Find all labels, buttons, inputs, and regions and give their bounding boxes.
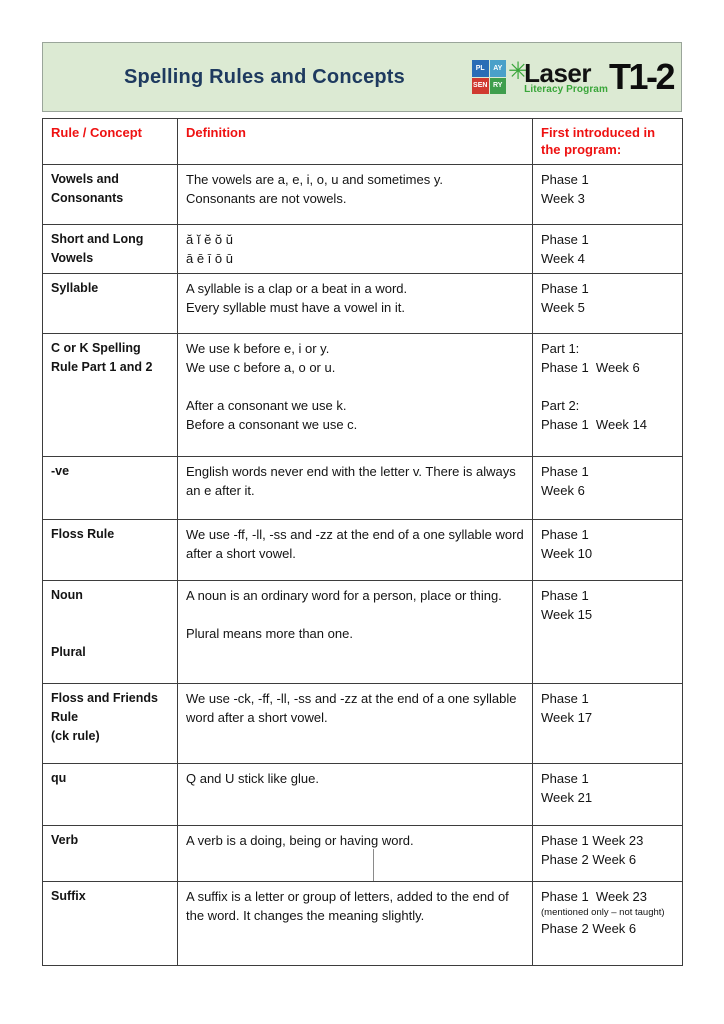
concept-cell xyxy=(43,826,178,882)
concept-cell-line: Plural xyxy=(51,645,86,659)
starburst-icon: ✳ xyxy=(508,58,529,85)
intro-cell-line: Phase 1 Week 14 xyxy=(541,417,647,432)
definition-cell-line: Every syllable must have a vowel in it. xyxy=(186,300,405,315)
concept-cell-line: -ve xyxy=(51,464,70,478)
definition-cell xyxy=(178,165,533,225)
concept-cell xyxy=(43,520,178,581)
concept-cell xyxy=(43,334,178,457)
concept-cell-line: Suffix xyxy=(51,889,86,903)
intro-cell-line: Phase 2 Week 6 xyxy=(541,852,637,867)
intro-cell-line xyxy=(541,377,674,396)
concept-cell-line: Short and Long xyxy=(51,232,144,246)
intro-cell-line: Week 6 xyxy=(541,483,585,498)
concept-cell-line: Rule xyxy=(51,710,79,724)
definition-cell-line: We use c before a, o or u. xyxy=(186,360,336,375)
intro-cell-line: Phase 1 xyxy=(541,172,589,187)
definition-cell xyxy=(178,826,533,882)
table-row xyxy=(43,274,683,334)
concept-cell xyxy=(43,684,178,764)
intro-cell-line: Phase 1 Week 6 xyxy=(541,360,640,375)
intro-cell xyxy=(533,334,683,457)
table-header-row xyxy=(43,119,683,165)
definition-cell xyxy=(178,334,533,457)
table-row xyxy=(43,457,683,520)
concept-cell-line: Rule Part 1 and 2 xyxy=(51,360,153,374)
table-row xyxy=(43,764,683,826)
definition-cell-line: A noun is an ordinary word for a person, place or thing. xyxy=(186,588,502,603)
puzzle-piece: SEN xyxy=(472,78,489,95)
definition-cell xyxy=(178,684,533,764)
concept-cell-line: Floss and Friends xyxy=(51,691,158,705)
concept-cell xyxy=(43,581,178,684)
intro-cell-line: Phase 1 xyxy=(541,281,589,296)
definition-cell xyxy=(178,274,533,334)
concept-cell xyxy=(43,882,178,966)
concept-cell-line: Vowels and xyxy=(51,172,119,186)
concept-cell-line: Noun xyxy=(51,588,83,602)
concept-cell-line: Floss Rule xyxy=(51,527,115,541)
intro-cell-line: Week 4 xyxy=(541,251,585,266)
intro-cell-line: Phase 1 Week 23 xyxy=(541,833,644,848)
concept-cell xyxy=(43,764,178,826)
concept-cell-line: Consonants xyxy=(51,191,124,205)
table-row xyxy=(43,826,683,882)
laser-literacy-logo xyxy=(472,56,673,98)
definition-cell xyxy=(178,764,533,826)
intro-cell-line: Week 3 xyxy=(541,191,585,206)
brand-tag: T1-2 xyxy=(608,56,673,97)
table-row xyxy=(43,520,683,581)
intro-cell-line: Phase 1 xyxy=(541,464,589,479)
table-row xyxy=(43,882,683,966)
definition-cell-line: After a consonant we use k. xyxy=(186,398,347,413)
puzzle-piece: RY xyxy=(490,78,507,95)
concept-cell xyxy=(43,225,178,274)
brand-subtitle: Literacy Program xyxy=(524,83,608,95)
intro-cell-line: Week 10 xyxy=(541,546,593,561)
definition-cell-line: We use k before e, i or y. xyxy=(186,341,330,356)
page-title: Spelling Rules and Concepts xyxy=(124,65,405,88)
puzzle-piece: AY xyxy=(490,60,507,77)
intro-cell-line: Week 15 xyxy=(541,607,593,622)
concept-cell-line xyxy=(51,624,169,643)
definition-cell-line: ă ĭ ĕ ŏ ŭ xyxy=(186,232,233,247)
intro-cell xyxy=(533,520,683,581)
definition-cell-line: Plural means more than one. xyxy=(186,626,353,641)
intro-cell xyxy=(533,225,683,274)
table-body xyxy=(43,165,683,966)
intro-cell-line: Phase 1 xyxy=(541,232,589,247)
table-row xyxy=(43,165,683,225)
table-row xyxy=(43,684,683,764)
intro-cell-line: Phase 1 xyxy=(541,691,589,706)
concept-cell xyxy=(43,457,178,520)
definition-cell-line: Consonants are not vowels. xyxy=(186,191,347,206)
concept-cell-line: Verb xyxy=(51,833,79,847)
column-header-rule-concept: Rule / Concept xyxy=(43,119,178,165)
concept-cell-line: C or K Spelling xyxy=(51,341,141,355)
definition-cell-line: We use -ck, -ff, -ll, -ss and -zz at the end of a one syllable word after a short vowel. xyxy=(186,691,517,725)
definition-cell-line: A syllable is a clap or a beat in a word. xyxy=(186,281,408,296)
definition-cell-line: English words never end with the letter v. There is always an e after it. xyxy=(186,464,516,498)
definition-cell-line xyxy=(186,605,524,624)
intro-cell-line: Phase 1 Week 23 xyxy=(541,889,647,904)
intro-cell xyxy=(533,882,683,966)
intro-cell xyxy=(533,581,683,684)
definition-cell xyxy=(178,581,533,684)
definition-cell xyxy=(178,882,533,966)
intro-cell-line: Phase 2 Week 6 xyxy=(541,921,637,936)
header-banner xyxy=(42,42,682,112)
definition-cell-line: Before a consonant we use c. xyxy=(186,417,358,432)
intro-cell-line: Phase 1 xyxy=(541,771,589,786)
definition-cell-line: ā ē ī ō ū xyxy=(186,251,233,266)
concept-cell-line: Syllable xyxy=(51,281,99,295)
intro-cell xyxy=(533,826,683,882)
definition-cell-line: A suffix is a letter or group of letters, added to the end of the word. It changes the meaning slightly. xyxy=(186,889,509,923)
definition-cell xyxy=(178,225,533,274)
concept-cell-line: Vowels xyxy=(51,251,94,265)
table-row xyxy=(43,334,683,457)
concept-cell-line: (ck rule) xyxy=(51,729,100,743)
definition-cell-line: A verb is a doing, being or having word. xyxy=(186,833,414,848)
definition-cell-line: We use -ff, -ll, -ss and -zz at the end of a one syllable word after a short vowel. xyxy=(186,527,524,561)
definition-cell xyxy=(178,457,533,520)
spelling-rules-table xyxy=(42,118,683,966)
intro-cell xyxy=(533,165,683,225)
concept-cell-line: qu xyxy=(51,771,67,785)
brand-block xyxy=(524,57,608,95)
intro-cell xyxy=(533,684,683,764)
definition-cell xyxy=(178,520,533,581)
intro-cell-line: Part 2: xyxy=(541,398,580,413)
concept-cell xyxy=(43,274,178,334)
concept-cell xyxy=(43,165,178,225)
table-row xyxy=(43,225,683,274)
table-row xyxy=(43,581,683,684)
definition-cell-line xyxy=(186,377,524,396)
intro-cell-line: Phase 1 xyxy=(541,527,589,542)
intro-cell-line: Part 1: xyxy=(541,341,580,356)
puzzle-logo-icon xyxy=(472,60,506,94)
concept-cell-line xyxy=(51,605,169,624)
definition-cell-line: The vowels are a, e, i, o, u and sometimes y. xyxy=(186,172,443,187)
intro-cell-line: (mentioned only – not taught) xyxy=(541,907,665,918)
column-header-definition: Definition xyxy=(178,119,533,165)
intro-cell-line: Phase 1 xyxy=(541,588,589,603)
scan-cursor-artifact xyxy=(373,849,374,881)
puzzle-piece: PL xyxy=(472,60,489,77)
column-header-first-introduced: First introduced in the program: xyxy=(533,119,683,165)
definition-cell-line: Q and U stick like glue. xyxy=(186,771,319,786)
intro-cell xyxy=(533,274,683,334)
brand-name: Laser xyxy=(524,57,591,88)
intro-cell-line: Week 17 xyxy=(541,710,593,725)
page-content xyxy=(42,42,682,966)
intro-cell xyxy=(533,764,683,826)
intro-cell xyxy=(533,457,683,520)
intro-cell-line: Week 21 xyxy=(541,790,593,805)
intro-cell-line: Week 5 xyxy=(541,300,585,315)
